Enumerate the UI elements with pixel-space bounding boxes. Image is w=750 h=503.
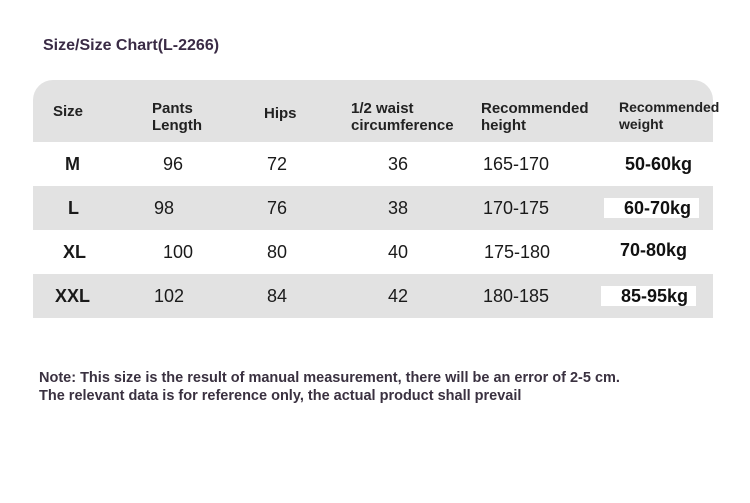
header-waist [351, 100, 454, 134]
header-pants-length-line2: Length [152, 117, 202, 134]
table-row [33, 230, 713, 274]
header-size: Size [53, 103, 84, 120]
cell-weight: 60-70kg [604, 198, 699, 218]
header-weight-line2: weight [619, 116, 664, 132]
cell-hips: 84 [267, 286, 288, 306]
cell-size: XXL [55, 286, 91, 306]
measurement-note [39, 369, 620, 405]
note-line-1: Note: This size is the result of manual measurement, there will be an error of 2-5 cm. [39, 370, 620, 386]
cell-weight: 70-80kg [620, 240, 688, 260]
cell-size: L [68, 198, 79, 218]
cell-hips: 76 [267, 198, 288, 218]
table-row [33, 186, 713, 230]
cell-pants-length: 96 [163, 154, 184, 174]
cell-pants-length: 102 [154, 286, 185, 306]
cell-waist: 42 [388, 286, 409, 306]
cell-hips: 80 [267, 242, 288, 262]
header-waist-line1: 1/2 waist [351, 100, 414, 117]
header-weight [619, 99, 719, 133]
table-header [33, 80, 720, 142]
header-height-line1: Recommended [481, 100, 589, 117]
table-row [33, 274, 713, 318]
cell-height: 175-180 [484, 242, 551, 262]
cell-pants-length: 98 [154, 198, 175, 218]
header-weight-line1: Recommended [619, 99, 720, 115]
cell-weight: 85-95kg [601, 286, 696, 306]
table-row [33, 142, 713, 186]
cell-height: 170-175 [483, 198, 550, 218]
header-hips: Hips [264, 105, 297, 122]
header-height [481, 100, 589, 134]
cell-waist: 40 [388, 242, 409, 262]
cell-height: 180-185 [483, 286, 550, 306]
header-pants-length [152, 100, 202, 134]
note-line-2: The relevant data is for reference only, the actual product shall prevail [39, 388, 522, 404]
header-waist-line2: circumference [351, 117, 454, 134]
cell-pants-length: 100 [163, 242, 194, 262]
cell-size: M [65, 154, 80, 174]
chart-title: Size/Size Chart(L-2266) [43, 37, 220, 54]
cell-size: XL [63, 242, 87, 262]
cell-waist: 38 [388, 198, 409, 218]
size-chart-table [33, 80, 720, 318]
cell-hips: 72 [267, 154, 288, 174]
header-pants-length-line1: Pants [152, 100, 193, 117]
cell-waist: 36 [388, 154, 409, 174]
cell-weight: 50-60kg [625, 154, 693, 174]
cell-height: 165-170 [483, 154, 550, 174]
header-height-line2: height [481, 117, 526, 134]
